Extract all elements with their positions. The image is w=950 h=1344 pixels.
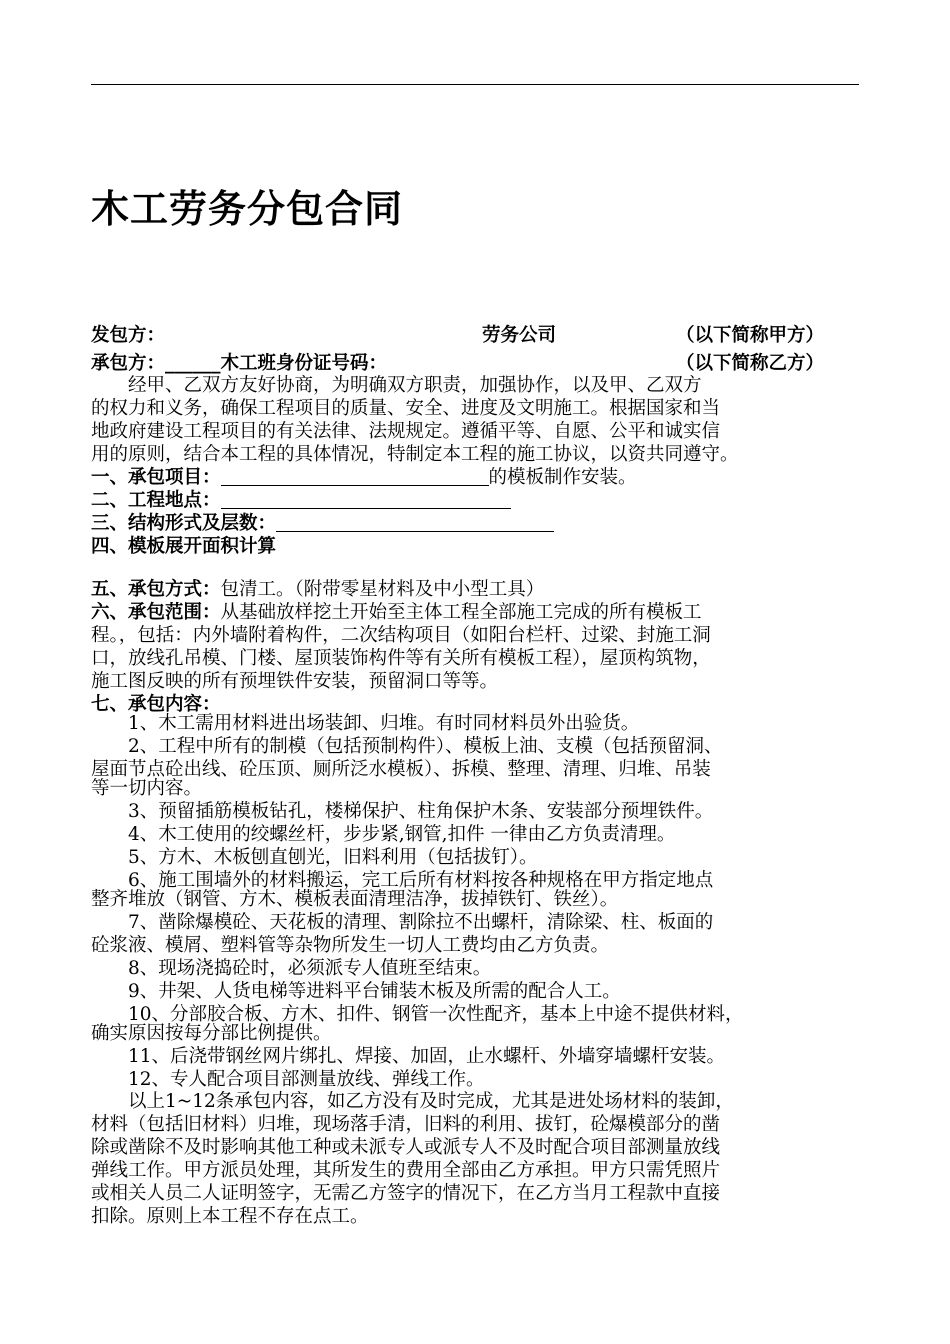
content-line: 材料（包括旧材料）归堆，现场落手清，旧料的利用、拔钉，砼爆模部分的凿 (91, 1114, 721, 1135)
section-1-label: 一、承包项目： (91, 467, 221, 488)
content-line: 或相关人员二人证明签字，无需乙方签字的情况下，在乙方当月工程款中直接 (91, 1183, 721, 1204)
content-line: 2、工程中所有的制模（包括预制构件）、模板上油、支模（包括预留洞、 (91, 736, 723, 757)
party-a-suffix: （以下简称甲方） (676, 325, 825, 346)
content-line: 1、木工需用材料进出场装卸、归堆。有时同材料员外出验货。 (91, 713, 640, 734)
section-6-first-line: 从基础放样挖土开始至主体工程全部施工完成的所有模板工 (220, 602, 702, 623)
section-2-label: 二、工程地点： (91, 490, 221, 511)
intro-line: 用的原则，结合本工程的具体情况，特制定本工程的施工协议，以资共同遵守。 (91, 444, 739, 465)
section-3-blank (276, 513, 554, 532)
section-6-line: 施工图反映的所有预埋铁件安装，预留洞口等等。 (91, 671, 499, 692)
content-line: 整齐堆放（钢管、方木、模板表面清理洁净，拔掉铁钉、铁丝）。 (91, 889, 619, 910)
section-6-line: 口，放线孔吊模、门楼、屋顶装饰构件等有关所有模板工程），屋顶构筑物， (91, 648, 711, 669)
content-line: 扣除。原则上本工程不存在点工。 (91, 1206, 369, 1227)
top-rule (91, 84, 859, 85)
document-title: 木工劳务分包合同 (91, 187, 404, 231)
content-line: 5、方木、木板刨直刨光，旧料利用（包括拔钉）。 (91, 847, 538, 868)
content-line: 3、预留插筋模板钻孔，楼梯保护、柱角保护木条、安装部分预埋铁件。 (91, 801, 714, 822)
section-3-label: 三、结构形式及层数： (91, 513, 277, 534)
section-6 (91, 602, 861, 624)
section-6-line: 程。，包括：内外墙附着构件，二次结构项目（如阳台栏杆、过梁、封施工洞 (91, 625, 711, 646)
content-line: 11、后浇带钢丝网片绑扎、焊接、加固，止水螺杆、外墙穿墙螺杆安装。 (91, 1046, 726, 1067)
party-b-id-label: 木工班身份证号码： (220, 353, 388, 374)
section-5-text: 包清工。（附带零星材料及中小型工具） (220, 579, 545, 600)
section-3 (91, 513, 861, 535)
content-line: 12、专人配合项目部测量放线、弹线工作。 (91, 1069, 485, 1090)
content-line: 等一切内容。 (91, 778, 203, 799)
section-1-blank (221, 467, 489, 486)
content-line: 7、凿除爆模砼、天花板的清理、割除拉不出螺杆，清除梁、柱、板面的 (91, 912, 714, 933)
content-line: 以上1~12条承包内容，如乙方没有及时完成，尤其是进处场材料的装卸， (91, 1091, 734, 1112)
section-2-blank (221, 490, 511, 509)
section-1-tail: 的模板制作安装。 (488, 467, 637, 488)
party-b-blank: ______ (165, 353, 221, 374)
party-b-suffix: （以下简称乙方） (676, 353, 825, 374)
content-line: 确实原因按每分部比例提供。 (91, 1023, 332, 1044)
content-line: 屋面节点砼出线、砼压顶、厕所泛水模板）、拆模、整理、清理、归堆、吊装 (91, 759, 711, 780)
party-a-label: 发包方： (91, 325, 166, 346)
section-7-label: 七、承包内容： (91, 694, 221, 715)
party-b-label: 承包方： (91, 353, 166, 374)
content-line: 4、木工使用的绞螺丝杆，步步紧,钢管,扣件 一律由乙方负责清理。 (91, 824, 676, 845)
content-line: 10、分部胶合板、方木、扣件、钢管一次性配齐，基本上中途不提供材料， (91, 1004, 744, 1025)
content-line: 弹线工作。甲方派员处理，其所发生的费用全部由乙方承担。甲方只需凭照片 (91, 1160, 721, 1181)
content-line: 9、井架、人货电梯等进料平台铺装木板及所需的配合人工。 (91, 981, 621, 1002)
section-2 (91, 490, 861, 512)
section-4-label: 四、模板展开面积计算 (91, 536, 277, 557)
intro-line: 地政府建设工程项目的有关法律、法规规定。遵循平等、自愿、公平和诚实信 (91, 421, 721, 442)
intro-line: 的权力和义务，确保工程项目的质量、安全、进度及文明施工。根据国家和当 (91, 398, 721, 419)
content-line: 6、施工围墙外的材料搬运，完工后所有材料按各种规格在甲方指定地点 (91, 870, 714, 891)
section-1 (91, 467, 861, 489)
intro-line: 经甲、乙双方友好协商，为明确双方职责，加强协作，以及甲、乙双方 (91, 375, 702, 396)
content-line: 砼浆液、模屑、塑料管等杂物所发生一切人工费均由乙方负责。 (91, 935, 610, 956)
section-5-label: 五、承包方式： (91, 579, 221, 600)
section-5 (91, 579, 861, 601)
content-line: 除或凿除不及时影响其他工种或未派专人或派专人不及时配合项目部测量放线 (91, 1137, 721, 1158)
section-6-label: 六、承包范围： (91, 602, 221, 623)
content-line: 8、现场浇捣砼时，必须派专人值班至结束。 (91, 958, 492, 979)
party-a-name: 劳务公司 (482, 325, 557, 346)
party-b-line (91, 349, 387, 375)
